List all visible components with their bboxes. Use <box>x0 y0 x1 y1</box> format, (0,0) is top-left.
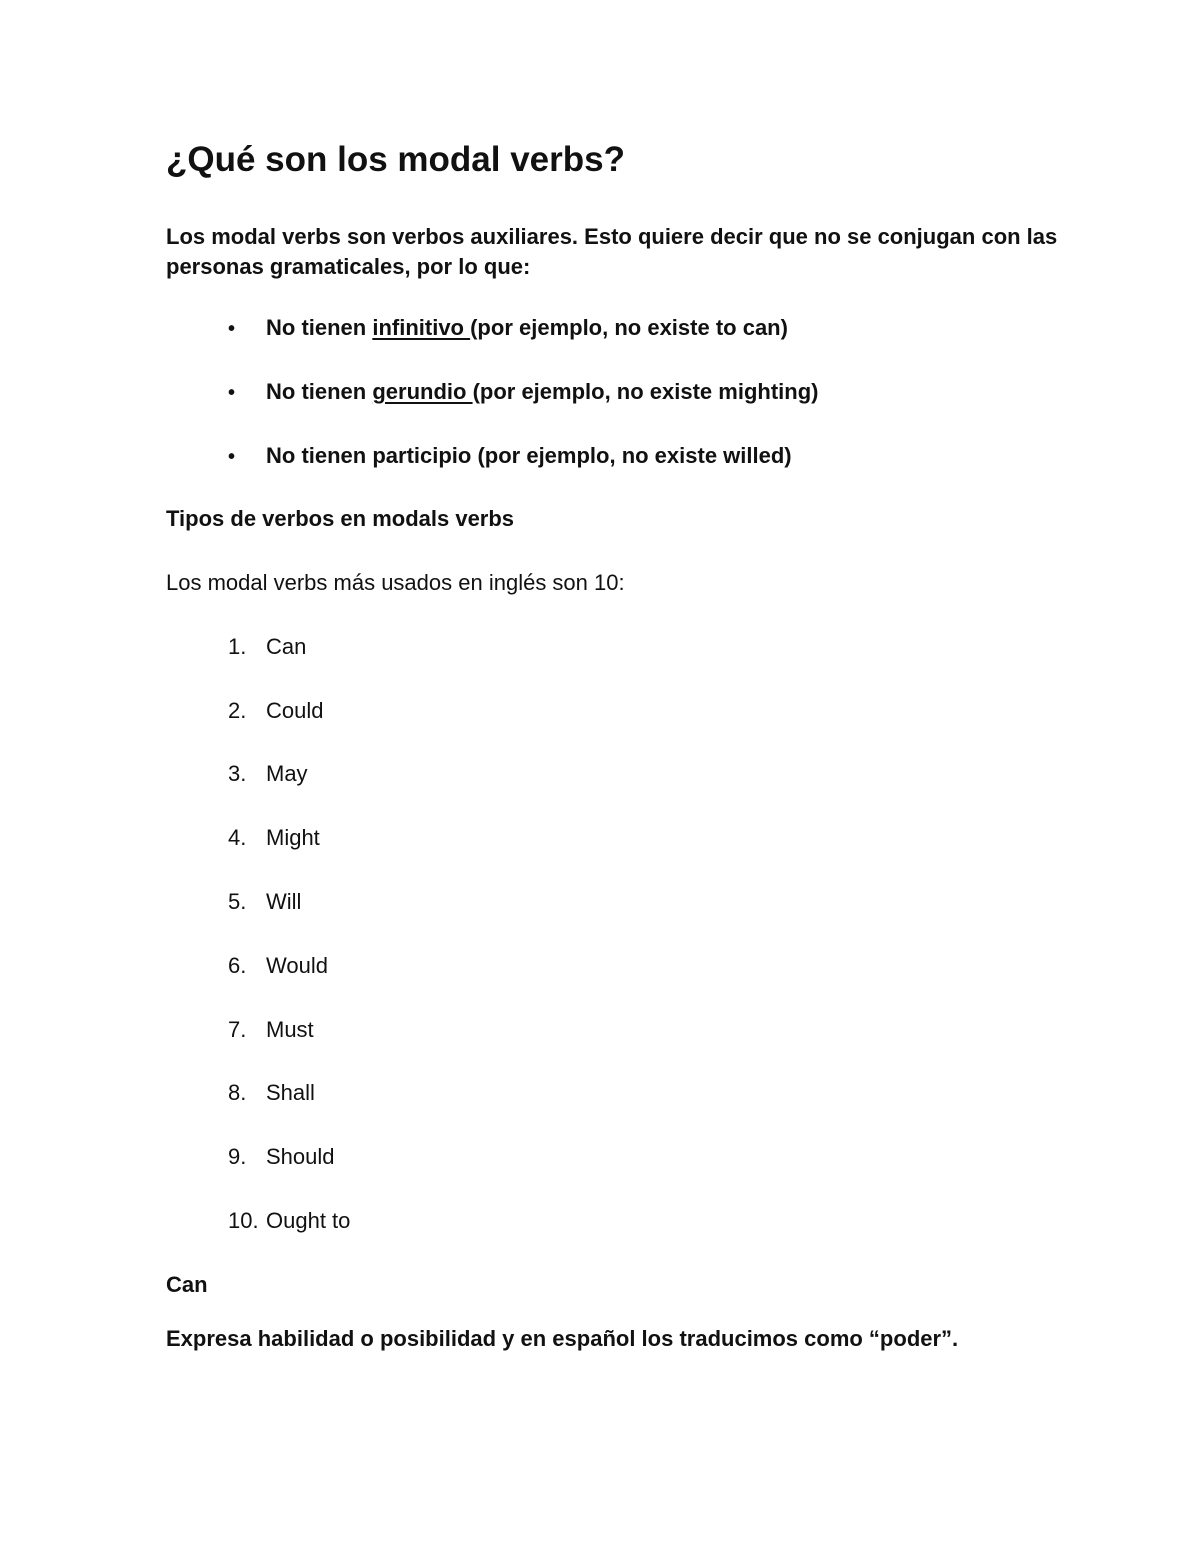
modal-verb: Ought to <box>266 1208 351 1233</box>
modal-verb: Could <box>266 698 324 723</box>
bullet-term-gerundio: gerundio <box>372 379 473 404</box>
modal-verb: Must <box>266 1017 314 1042</box>
list-number: 8. <box>228 1080 247 1105</box>
bullet-marker: • <box>228 318 236 340</box>
modal-verb: Will <box>266 889 302 914</box>
modal-list-item <box>228 887 301 917</box>
bullet-item-gerundio <box>228 377 818 408</box>
modal-verb: Might <box>266 825 320 850</box>
modal-list-item <box>228 1015 314 1045</box>
modal-verb: Shall <box>266 1080 315 1105</box>
types-heading: Tipos de verbos en modals verbs <box>166 506 515 531</box>
intro-paragraph: Los modal verbs son verbos auxiliares. Esto quiere decir que no se conjugan con las personas gramaticales, por lo que: <box>166 224 1058 279</box>
bullet-marker: • <box>228 382 236 404</box>
list-number: 10. <box>228 1208 259 1233</box>
modal-verb: Would <box>266 953 328 978</box>
list-number: 4. <box>228 825 247 850</box>
bullet-marker: • <box>228 446 236 468</box>
list-number: 3. <box>228 761 247 786</box>
bullet-item-participio <box>228 441 792 472</box>
bullet-rest: (por ejemplo, no existe to can) <box>470 315 788 340</box>
list-number: 2. <box>228 698 247 723</box>
modal-list-item <box>228 1206 350 1236</box>
modal-verb: Can <box>266 634 307 659</box>
page-title: ¿Qué son los modal verbs? <box>166 140 625 179</box>
bullet-text: No tienen participio (por ejemplo, no existe willed) <box>266 443 792 468</box>
modal-verb: May <box>266 761 308 786</box>
bullet-item-infinitivo <box>228 313 788 344</box>
modal-list-item <box>228 759 308 789</box>
list-number: 9. <box>228 1144 247 1169</box>
list-number: 5. <box>228 889 247 914</box>
can-description: Expresa habilidad o posibilidad y en español los traducimos como “poder”. <box>166 1326 959 1351</box>
modal-list-item <box>228 823 320 853</box>
modal-list-item <box>228 1078 315 1108</box>
types-intro: Los modal verbs más usados en inglés son 10: <box>166 570 625 595</box>
list-number: 6. <box>228 953 247 978</box>
modal-list-item <box>228 696 323 726</box>
modal-list-item <box>228 1142 335 1172</box>
bullet-rest: (por ejemplo, no existe mighting) <box>472 379 819 404</box>
bullet-lead: No tienen <box>266 379 373 404</box>
modal-list-item <box>228 632 306 662</box>
bullet-lead: No tienen <box>266 315 373 340</box>
can-heading: Can <box>166 1272 208 1297</box>
modal-verb: Should <box>266 1144 335 1169</box>
bullet-term-infinitivo: infinitivo <box>372 315 471 340</box>
list-number: 1. <box>228 634 247 659</box>
list-number: 7. <box>228 1017 247 1042</box>
modal-list-item <box>228 951 328 981</box>
